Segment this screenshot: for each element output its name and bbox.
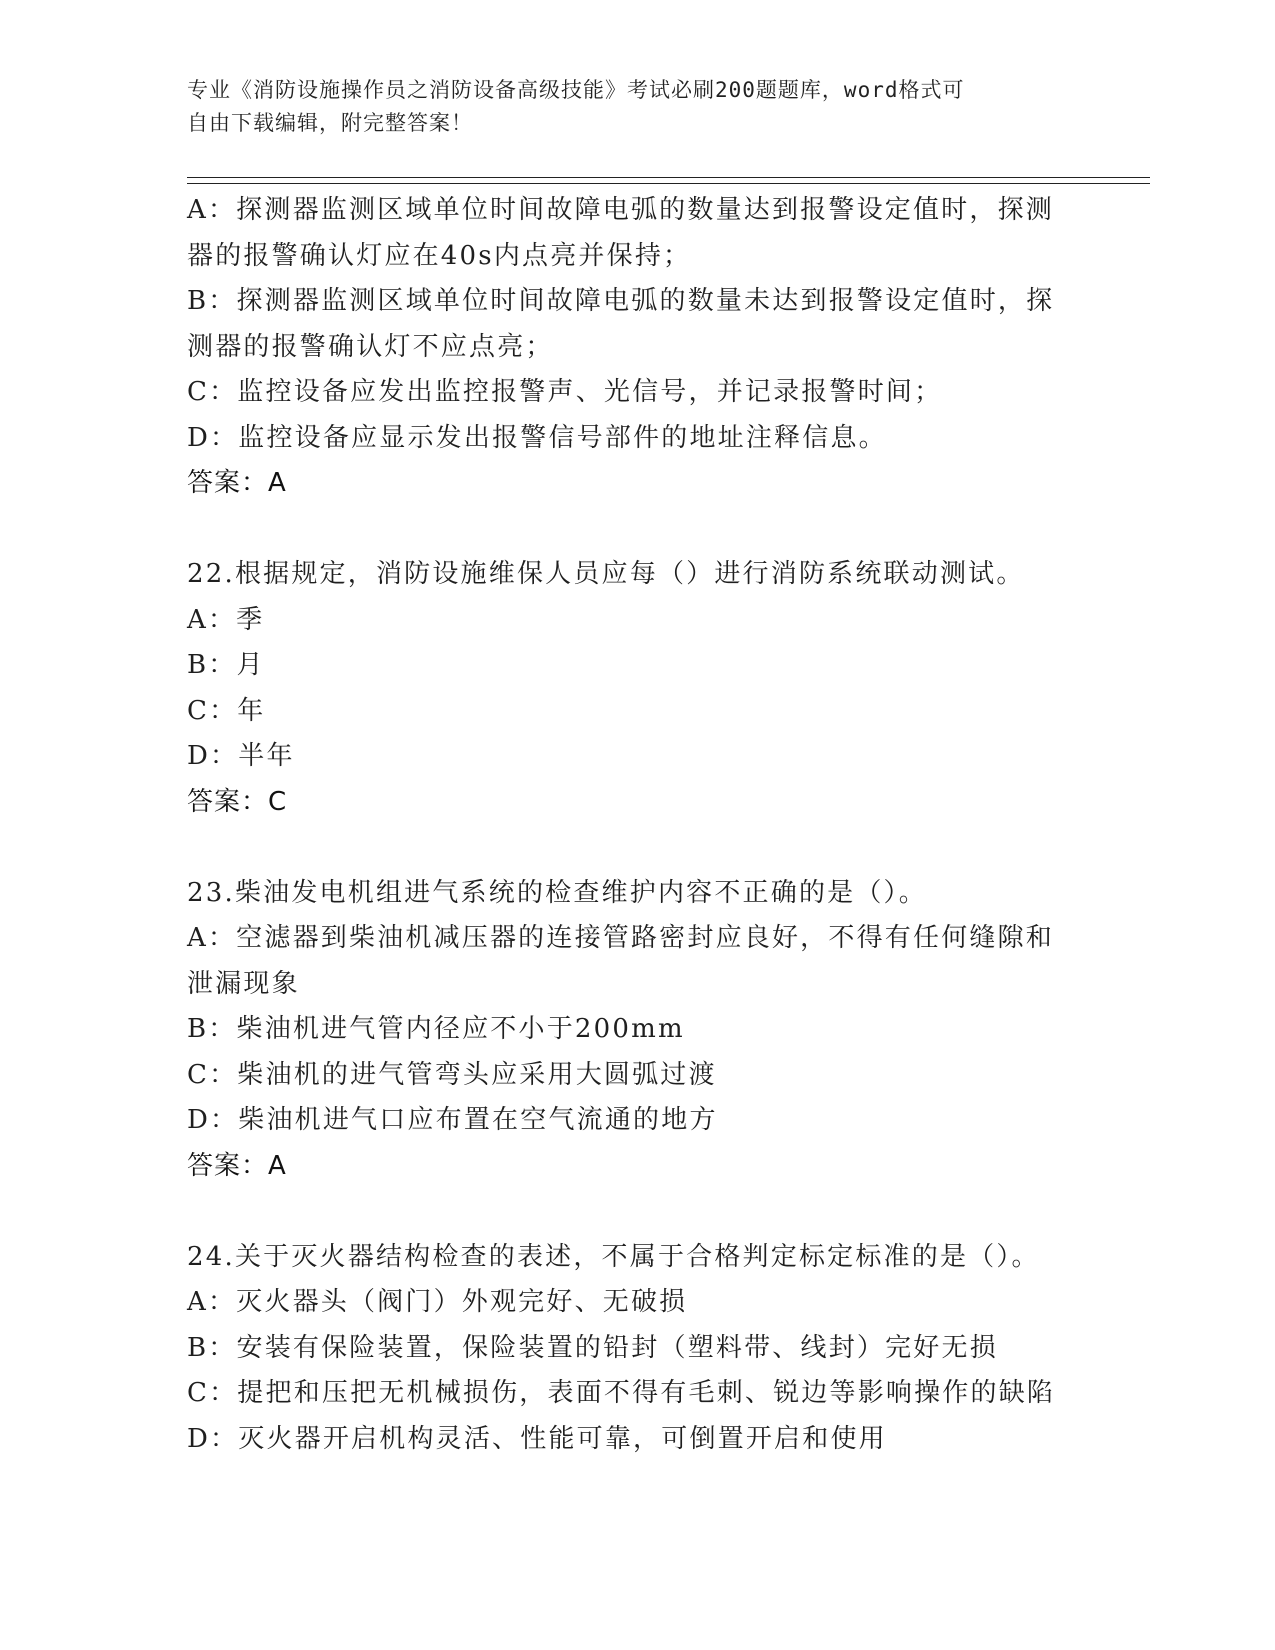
header-divider-bottom <box>187 183 1150 184</box>
header-line-1: 专业《消防设施操作员之消防设备高级技能》考试必刷200题题库，word格式可 <box>187 78 965 102</box>
option-line: C：监控设备应发出监控报警声、光信号，并记录报警时间； <box>187 377 943 407</box>
question-24 <box>187 1235 1087 1463</box>
option-line: 测器的报警确认灯不应点亮； <box>187 331 554 362</box>
option-line: D：监控设备应显示发出报警信号部件的地址注释信息。 <box>187 422 887 453</box>
document-header <box>187 74 1077 140</box>
option-c: C：提把和压把无机械损伤，表面不得有毛刺、锐边等影响操作的缺陷 <box>187 1378 1056 1408</box>
document-body <box>187 188 1087 1462</box>
option-line: A：探测器监测区域单位时间故障电弧的数量达到报警设定值时，探测 <box>187 195 1054 225</box>
question-22 <box>187 552 1087 825</box>
option-a: A：季 <box>187 604 265 635</box>
option-line: 器的报警确认灯应在40s内点亮并保持； <box>187 240 692 271</box>
question-21-continued <box>187 188 1087 507</box>
option-a: A：灭火器头（阀门）外观完好、无破损 <box>187 1287 688 1317</box>
header-line-2: 自由下载编辑，附完整答案！ <box>187 111 473 135</box>
option-line: C：柴油机的进气管弯头应采用大圆弧过渡 <box>187 1059 717 1090</box>
spacer <box>187 1189 1087 1235</box>
question-text: 22.根据规定，消防设施维保人员应每（）进行消防系统联动测试。 <box>187 559 1025 589</box>
option-d: D：半年 <box>187 741 295 771</box>
answer-21: 答案：A <box>187 468 287 498</box>
spacer <box>187 825 1087 871</box>
option-line: 泄漏现象 <box>187 968 300 999</box>
option-d: D：灭火器开启机构灵活、性能可靠，可倒置开启和使用 <box>187 1423 887 1454</box>
option-line: A：空滤器到柴油机减压器的连接管路密封应良好，不得有任何缝隙和 <box>187 923 1054 953</box>
answer-23: 答案：A <box>187 1150 287 1181</box>
question-text: 23.柴油发电机组进气系统的检查维护内容不正确的是（）。 <box>187 877 927 908</box>
answer-22: 答案：C <box>187 786 288 817</box>
question-23 <box>187 871 1087 1190</box>
option-line: B：探测器监测区域单位时间故障电弧的数量未达到报警设定值时，探 <box>187 286 1055 316</box>
spacer <box>187 507 1087 553</box>
header-divider-top <box>187 177 1150 178</box>
option-b: B：月 <box>187 650 265 680</box>
option-b: B：安装有保险装置，保险装置的铅封（塑料带、线封）完好无损 <box>187 1332 998 1363</box>
option-line: D：柴油机进气口应布置在空气流通的地方 <box>187 1105 718 1135</box>
option-line: B：柴油机进气管内径应不小于200mm <box>187 1014 685 1044</box>
option-c: C：年 <box>187 695 266 726</box>
question-text: 24.关于灭火器结构检查的表述，不属于合格判定标定标准的是（）。 <box>187 1241 1040 1272</box>
